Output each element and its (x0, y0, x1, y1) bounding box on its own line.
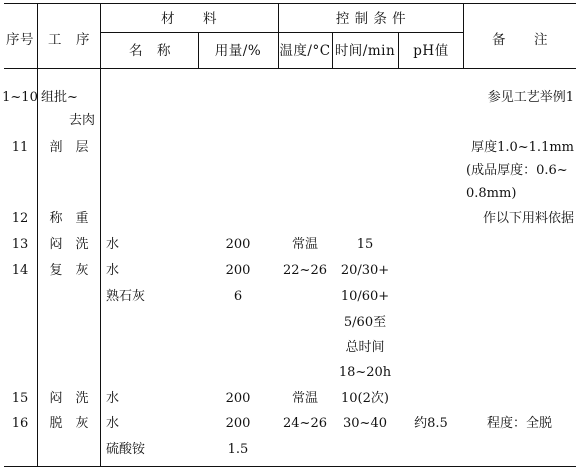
row-temp: 22~26 (283, 263, 327, 278)
row-remark: 参见工艺举例1 (487, 90, 574, 105)
row-temp: 常温 (291, 237, 319, 252)
header-name: 名 称 (129, 43, 171, 59)
row-remark: 作以下用料依据 (482, 211, 574, 226)
vrule-process (100, 3, 101, 466)
header-seq: 序号 (6, 32, 34, 48)
row-name: 水 (106, 416, 120, 431)
row-process: 剖 层 (49, 140, 89, 155)
row-time: 18~20h (338, 365, 392, 380)
row-name: 水 (106, 263, 120, 278)
row-seq: 14 (11, 263, 29, 278)
row-process: 组批~ (41, 90, 78, 105)
row-process: 称 重 (49, 211, 89, 226)
row-time: 10/60+ (340, 289, 390, 304)
row-time: 10(2次) (341, 391, 389, 406)
row-seq: 16 (11, 416, 29, 431)
row-dosage: 1.5 (227, 442, 249, 457)
row-time: 15 (356, 237, 374, 252)
row-temp: 常温 (291, 391, 319, 406)
row-dosage: 6 (233, 289, 243, 304)
header-bottom-rule (4, 68, 576, 69)
row-process-cont: 去肉 (69, 113, 96, 128)
row-temp: 24~26 (283, 416, 327, 431)
row-dosage: 200 (225, 237, 251, 252)
row-remark: (成品厚度：0.6~ (466, 163, 568, 178)
table-bottom-border (4, 466, 576, 467)
row-time: 5/60至 (343, 315, 387, 330)
row-process: 闷 洗 (49, 237, 89, 252)
row-remark: 0.8mm) (466, 186, 517, 201)
row-seq: 1~10 (2, 90, 38, 105)
row-name: 熟石灰 (106, 289, 146, 304)
header-mid-rule (100, 32, 464, 33)
row-seq: 13 (11, 237, 29, 252)
header-control: 控 制 条 件 (335, 11, 407, 27)
header-dosage: 用量/% (214, 43, 262, 59)
row-time: 30~40 (343, 416, 387, 431)
header-materials: 材 料 (161, 11, 217, 27)
header-ph: pH值 (413, 43, 449, 59)
header-time: 时间/min (334, 43, 396, 59)
row-name: 水 (106, 237, 120, 252)
row-remark: 程度：全脱 (486, 416, 552, 431)
vrule-name (198, 32, 199, 68)
row-seq: 12 (11, 211, 29, 226)
row-process: 闷 洗 (49, 391, 89, 406)
row-ph: 约8.5 (414, 416, 448, 431)
row-dosage: 200 (225, 263, 251, 278)
row-name: 水 (106, 391, 120, 406)
header-remark: 备 注 (492, 32, 548, 48)
row-process: 脱 灰 (49, 416, 89, 431)
row-remark: 厚度1.0~1.1mm (471, 140, 574, 155)
row-process: 复 灰 (49, 263, 89, 278)
header-process: 工 序 (48, 32, 90, 48)
table-top-border (4, 3, 576, 4)
row-name: 硫酸铵 (106, 442, 146, 457)
row-seq: 11 (11, 140, 29, 155)
vrule-temp (332, 32, 333, 68)
row-seq: 15 (11, 391, 29, 406)
row-dosage: 200 (225, 416, 251, 431)
header-temp: 温度/°C (279, 43, 331, 59)
vrule-time (398, 32, 399, 68)
vrule-seq (37, 3, 38, 466)
row-time: 20/30+ (340, 263, 390, 278)
row-time: 总时间 (345, 340, 385, 355)
vrule-control (463, 3, 464, 68)
row-dosage: 200 (225, 391, 251, 406)
